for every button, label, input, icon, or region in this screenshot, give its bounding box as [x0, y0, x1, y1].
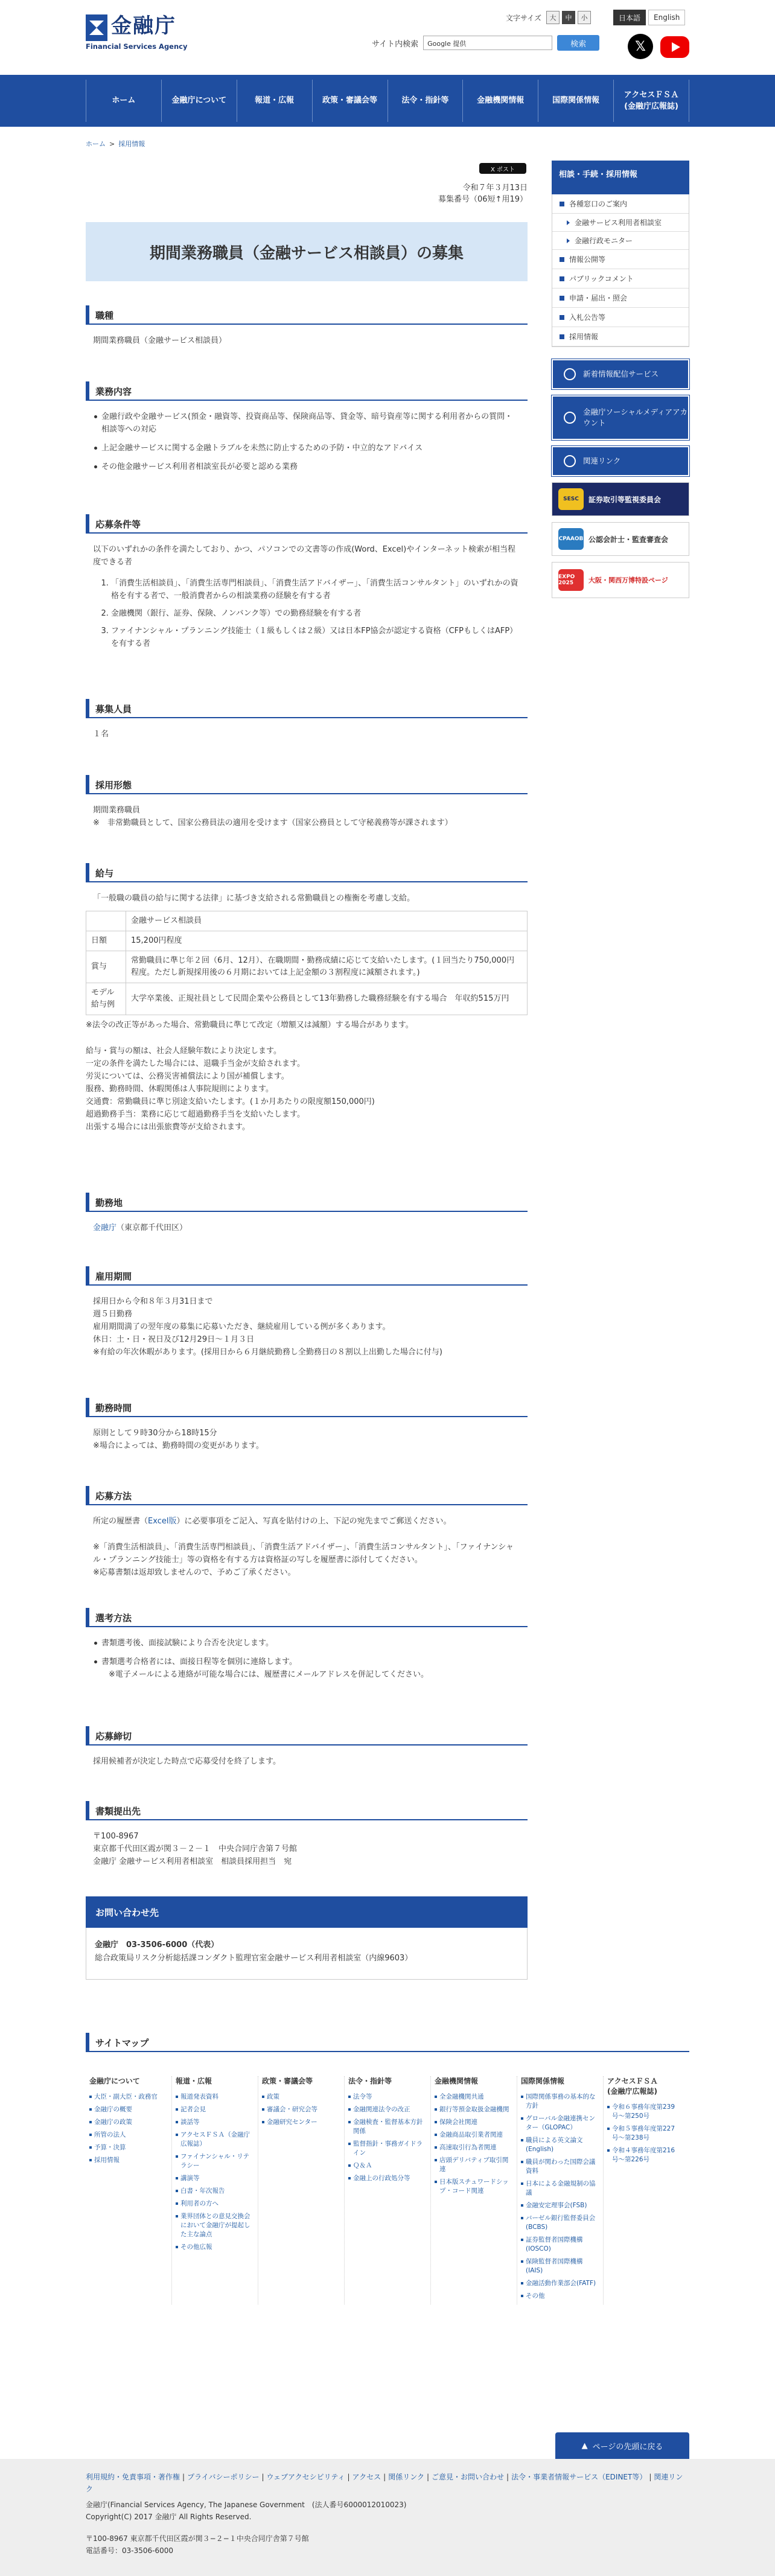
sitemap-column: [345, 2076, 431, 2304]
sitemap-link[interactable]: 業界団体との意見交換会において金融庁が提起した主な論点: [176, 2212, 254, 2239]
global-nav: [0, 75, 775, 127]
table-row: [86, 931, 528, 951]
contact-phone: 金融庁 03-3506-6000（代表）: [95, 1940, 219, 1950]
sitemap-link[interactable]: 所管の法人: [89, 2131, 168, 2140]
expo-label: 大阪・関西万博特設ページ: [588, 576, 668, 584]
section-hoho: [86, 1486, 528, 1579]
related-links-label: 関連リンク: [583, 456, 621, 465]
font-size-medium-button[interactable]: 中: [562, 11, 575, 24]
sitemap-link[interactable]: 令和４事務年度第216号〜第226号: [607, 2146, 686, 2164]
publish-date: [438, 182, 528, 205]
expo-banner[interactable]: [552, 562, 689, 598]
footer-links: [86, 2471, 689, 2495]
list-item: 書類選考後、面接試験により合否を決定します。: [93, 1637, 520, 1650]
salary-note: ※法令の改正等があった場合、常勤職員に準じて改定（増額又は減額）する場合があります。: [86, 1021, 413, 1030]
section-text: 休日：土・日・祝日及び12月29日〜１月３日: [93, 1335, 255, 1344]
footer-separator: |: [426, 2473, 430, 2481]
list-item: その他金融サービス利用者相談室長が必要と認める業務: [93, 461, 520, 473]
sitemap-link[interactable]: 令和６事務年度第239号〜第250号: [607, 2103, 686, 2121]
salary-table: [86, 911, 528, 1015]
section-note: ※「消費生活相談員」、「消費生活専門相談員」、「消費生活アドバイザー」、「消費生活コンサルタント」、「ファイナンシャル・プランニング技能士」等の資格を有する方は資格証の写しを履歴書に添付してください。: [93, 1543, 514, 1564]
section-kikan: [86, 1266, 528, 1359]
sidebar-item-nyusatsu[interactable]: 入札公告等: [552, 308, 689, 327]
sidebar-item-madoguchi[interactable]: 各種窓口のご案内: [552, 194, 689, 214]
salary-extra: 一定の条件を満たした場合には、退職手当金が支給されます。: [86, 1059, 305, 1068]
sitemap-link[interactable]: 金融庁の政策: [89, 2118, 168, 2127]
sitemap-link[interactable]: 全金融機関共通: [435, 2093, 513, 2102]
sitemap-column-title[interactable]: 政策・審議会等: [262, 2077, 313, 2085]
font-size-large-button[interactable]: 大: [546, 11, 560, 24]
table-cell: 大学卒業後、正規社員として民間企業や公務員として13年勤務した職務経験を有する場合 年収約515万円: [126, 983, 528, 1015]
fsa-link[interactable]: 金融庁: [93, 1223, 117, 1232]
x-post-button[interactable]: X ポスト: [479, 163, 526, 174]
sitemap: [86, 2033, 689, 2304]
section-text: 東京都千代田区霞が関３－２－１ 中央合同庁舎第７号館: [93, 1844, 298, 1854]
section-text: 原則として９時30分から18時15分: [93, 1429, 217, 1438]
section-text: ※場合によっては、勤務時間の変更があります。: [93, 1441, 264, 1450]
section-text: １名: [93, 730, 109, 739]
sesc-banner[interactable]: [552, 482, 689, 516]
section-text: 以下のいずれかの条件を満たしており、かつ、パソコンでの文書等の作成(Word、Excel)やインターネット検索が相当程度できる者: [93, 545, 516, 567]
back-to-top-button[interactable]: [555, 2432, 689, 2459]
nav-about[interactable]: 金融庁について: [162, 80, 237, 122]
search-button[interactable]: 検索: [557, 35, 599, 51]
table-row: [86, 951, 528, 983]
section-text: 期間業務職員: [93, 806, 141, 815]
link-icon: [564, 455, 576, 467]
font-size-switcher: [506, 10, 591, 25]
social-media-button[interactable]: [552, 395, 689, 440]
contact-box: [86, 1896, 528, 1980]
date-text: 令和７年３月13日: [462, 183, 528, 193]
section-joken: [86, 514, 528, 655]
sitemap-link[interactable]: 職員が関わった国際会議資料: [521, 2158, 599, 2176]
sitemap-column: [172, 2076, 258, 2304]
sidebar-item-soudanshitsu[interactable]: 金融サービス利用者相談室: [552, 214, 689, 232]
search-label: サイト内検索: [372, 39, 419, 49]
list-item-note: ※電子メールによる連絡が可能な場合には、履歴書にメールアドレスを併記してください。: [109, 1670, 429, 1679]
speech-bubble-icon: [564, 412, 576, 424]
section-heading: 勤務地: [86, 1193, 528, 1212]
table-row: [86, 911, 528, 931]
section-keitai: [86, 775, 528, 829]
sitemap-column: [86, 2076, 172, 2304]
search-input[interactable]: Google 提供: [423, 36, 552, 50]
nav-policy[interactable]: 政策・審議会等: [313, 80, 388, 122]
sitemap-column-title[interactable]: 国際関係情報: [521, 2077, 565, 2085]
up-arrow-icon: ▲: [581, 2441, 588, 2450]
sidebar-item-monitor[interactable]: 金融行政モニター: [552, 232, 689, 250]
wifi-icon: [564, 368, 576, 380]
sitemap-link[interactable]: 店頭デリバティブ取引関連: [435, 2156, 513, 2174]
sitemap-link[interactable]: ファイナンシャル・リテラシー: [176, 2152, 254, 2170]
section-heading: 書類提出先: [86, 1801, 528, 1820]
list-item: 金融行政や金融サービス(預金・融資等、投資商品等、保険商品等、貸金等、暗号資産等に関する利用者からの質問・相談等への対応: [93, 410, 520, 436]
section-gyomu: [86, 381, 528, 479]
footer-address: 〒100-8967 東京都千代田区霞が関３−２−１中央合同庁舎第７号館: [86, 2534, 309, 2543]
sitemap-column: [604, 2076, 689, 2304]
footer-separator: |: [182, 2473, 185, 2481]
section-text: 〒100-8967: [93, 1832, 139, 1841]
sitemap-link[interactable]: 令和５事務年度第227号〜第238号: [607, 2125, 686, 2143]
sitemap-link[interactable]: 談話等: [176, 2118, 254, 2127]
sitemap-link[interactable]: 金融検査・監督基本方針関係: [348, 2118, 427, 2136]
sitemap-link[interactable]: 記者会見: [176, 2105, 254, 2114]
table-header: 金融サービス相談員: [126, 911, 528, 931]
breadcrumb-home-link[interactable]: ホーム: [86, 140, 106, 148]
footer-separator: |: [506, 2473, 509, 2481]
salary-extra: 服務、勤務時間、休暇関係は人事院規則によります。: [86, 1085, 273, 1094]
sitemap-link[interactable]: その他: [521, 2292, 599, 2301]
site-header: [0, 0, 775, 75]
sitemap-heading: サイトマップ: [86, 2033, 689, 2052]
table-cell: 日額: [86, 931, 126, 951]
list-item-text: 書類選考合格者には、面接日程等を個別に連絡します。: [101, 1657, 297, 1666]
back-to-top-label: ページの先頭に戻る: [592, 2442, 663, 2452]
sesc-logo: SESC: [558, 488, 584, 510]
sitemap-link[interactable]: 銀行等預金取扱金融機関: [435, 2105, 513, 2114]
page-title: 期間業務職員（金融サービス相談員）の募集: [86, 222, 528, 281]
list-item: [93, 1656, 520, 1681]
salary-extra: 労災については、公務災害補償法により国が補償します。: [86, 1072, 289, 1081]
sesc-label: 証券取引等監視委員会: [588, 495, 662, 504]
sidebar-item-shinsei[interactable]: 申請・届出・照会: [552, 289, 689, 308]
sitemap-column-title[interactable]: 法令・指針等: [348, 2077, 392, 2085]
sitemap-link[interactable]: 保険会社関連: [435, 2118, 513, 2127]
sitemap-link[interactable]: 監督指針・事務ガイドライン: [348, 2140, 427, 2158]
section-heading: 給与: [86, 863, 528, 882]
nav-access-fsa[interactable]: アクセスＦＳＡ (金融庁広報誌): [614, 80, 689, 122]
salary-extra: 超過勤務手当：業務に応じて超過勤務手当を支給いたします。: [86, 1110, 305, 1119]
sitemap-column-title[interactable]: 金融機関情報: [435, 2077, 479, 2085]
section-text: 採用候補者が決定した時点で応募受付を終了します。: [93, 1757, 281, 1766]
sitemap-link[interactable]: 職員による英文論文(English): [521, 2136, 599, 2154]
sitemap-link[interactable]: その他広報: [176, 2243, 254, 2252]
table-row: [86, 983, 528, 1015]
footer-link[interactable]: 利用規約・免責事項・著作権: [86, 2473, 180, 2481]
sitemap-link[interactable]: グローバル金融連携センター（GLOPAC）: [521, 2114, 599, 2132]
sidebar-item-johokokai[interactable]: 情報公開等: [552, 250, 689, 269]
table-cell: 15,200円程度: [126, 931, 528, 951]
sidebar-heading: 相談・手続・採用情報: [552, 161, 689, 194]
sitemap-link[interactable]: 金融研究センター: [262, 2118, 340, 2127]
font-size-small-button[interactable]: 小: [578, 11, 591, 24]
sitemap-link[interactable]: 金融庁の概要: [89, 2105, 168, 2114]
section-text: ）に必要事項をご記入、写真を貼付けの上、下記の宛先までご郵送ください。: [176, 1517, 451, 1526]
language-switcher: [613, 10, 685, 25]
section-jikan: [86, 1398, 528, 1452]
section-heading: 応募条件等: [86, 514, 528, 534]
section-text: 金融庁 金融サービス利用者相談室 相談員採用担当 宛: [93, 1857, 292, 1866]
font-size-label: 文字サイズ: [506, 13, 542, 22]
section-heading: 採用形態: [86, 775, 528, 794]
sitemap-link[interactable]: 金融活動作業部会(FATF): [521, 2279, 599, 2288]
breadcrumb: ホーム > 採用情報: [86, 140, 145, 148]
sitemap-link[interactable]: 利用者の方へ: [176, 2199, 254, 2208]
footer-link[interactable]: 関係リンク: [388, 2473, 424, 2481]
sidebar-item-pubcom[interactable]: パブリックコメント: [552, 269, 689, 289]
sitemap-link[interactable]: 金融商品取引業者関連: [435, 2131, 513, 2140]
section-text: 採用日から令和８年３月31日まで: [93, 1297, 213, 1306]
sitemap-link[interactable]: 保険監督者国際機構(IAIS): [521, 2257, 599, 2275]
salary-extra: 給与・賞与の額は、社会人経験年数により決定します。: [86, 1047, 281, 1056]
sitemap-column-title[interactable]: アクセスＦＳＡ (金融庁広報誌): [607, 2077, 658, 2096]
footer-agency: 金融庁(Financial Services Agency, The Japanese Government (法人番号6000012010023): [86, 2501, 407, 2509]
footer-link[interactable]: ご意見・お問い合わせ: [432, 2473, 505, 2481]
fsa-logo-mark-icon: [86, 14, 107, 41]
sitemap-link[interactable]: 日本による金融規制の協議: [521, 2179, 599, 2198]
footer-separator: |: [383, 2473, 386, 2481]
section-text: 期間業務職員（金融サービス相談員）: [93, 336, 227, 345]
section-text: （東京都千代田区）: [116, 1223, 188, 1232]
list-item: 上記金融サービスに関する金融トラブルを未然に防止するための予防・中立的なアドバイス: [93, 442, 520, 454]
nav-institutions[interactable]: 金融機関情報: [463, 80, 538, 122]
social-media-label: 金融庁ソーシャルメディアアカウント: [583, 407, 688, 427]
lang-en-button[interactable]: English: [648, 10, 685, 25]
sitemap-link[interactable]: 採用情報: [89, 2156, 168, 2165]
site-footer: [0, 2459, 775, 2576]
breadcrumb-recruit-link[interactable]: 採用情報: [118, 140, 145, 148]
section-note: ※応募書類は返却致しませんので、予めご了承ください。: [93, 1568, 296, 1577]
section-heading: 業務内容: [86, 381, 528, 401]
x-icon[interactable]: 𝕏: [628, 34, 653, 59]
section-text: 週５日勤務: [93, 1310, 133, 1319]
footer-separator: |: [261, 2473, 264, 2481]
sidebar-item-saiyo[interactable]: 採用情報: [552, 327, 689, 346]
salary-extra: 出張する場合には出張旅費等が支給されます。: [86, 1123, 250, 1132]
sitemap-column-title[interactable]: 報道・広報: [176, 2077, 212, 2085]
resume-excel-link[interactable]: Excel版: [148, 1517, 177, 1526]
recruit-number: 募集番号（06短↑用19）: [438, 195, 528, 204]
section-ninzu: [86, 699, 528, 741]
section-kinmuchi: [86, 1193, 528, 1234]
list-item: 3. ファイナンシャル・プランニング技能士（１級もしくは２級）又は日本FP協会が認定する資格（CFPもしくはAFP）を有する者: [111, 625, 520, 650]
footer-phone: 電話番号：03-3506-6000: [86, 2546, 174, 2555]
section-shimekiri: [86, 1726, 528, 1768]
sitemap-column: [517, 2076, 604, 2304]
nav-home[interactable]: ホーム: [86, 80, 162, 122]
section-text: 雇用期間満了の翌年度の募集に応募いただき、継続雇用している例が多くあります。: [93, 1322, 391, 1331]
section-heading: 職種: [86, 305, 528, 325]
footer-link[interactable]: ウェブアクセシビリティ: [266, 2473, 345, 2481]
footer-link[interactable]: 関連リンク: [86, 2473, 683, 2493]
sitemap-link[interactable]: 証券監督者国際機構(IOSCO): [521, 2236, 599, 2254]
sitemap-link[interactable]: 講演等: [176, 2174, 254, 2183]
table-cell: 賞与: [86, 951, 126, 983]
expo-logo: EXPO 2025: [558, 569, 584, 591]
sitemap-columns: [86, 2076, 689, 2304]
section-teishutsu: [86, 1801, 528, 1868]
contact-dept: 総合政策局リスク分析総括課コンダクト監理官室金融サービス利用者相談室（内線9603）: [95, 1954, 413, 1963]
sitemap-link[interactable]: 予算・決算: [89, 2143, 168, 2152]
list-item: 2. 金融機関（銀行、証券、保険、ノンバンク等）での勤務経験を有する者: [111, 607, 520, 620]
section-senko: [86, 1608, 528, 1687]
section-text: 「一般職の職員の給与に関する法律」に基づき支給される常勤職員との権衡を考慮し支給。: [93, 894, 415, 903]
section-heading: 勤務時間: [86, 1398, 528, 1417]
site-search: [372, 35, 599, 51]
sitemap-column: [258, 2076, 345, 2304]
sitemap-link[interactable]: 白書・年次報告: [176, 2187, 254, 2196]
sitemap-column-title[interactable]: 金融庁について: [89, 2077, 140, 2085]
sitemap-link[interactable]: 大臣・副大臣・政務官: [89, 2093, 168, 2102]
section-text: ※有給の年次休暇があります。(採用日から６月継続勤務し全勤務日の８割以上出勤した場合に付与): [93, 1348, 442, 1357]
footer-separator: |: [649, 2473, 652, 2481]
sitemap-link[interactable]: 高速取引行為者関連: [435, 2143, 513, 2152]
sitemap-link[interactable]: Ｑ＆Ａ: [348, 2161, 427, 2170]
sitemap-link[interactable]: 政策: [262, 2093, 340, 2102]
section-kyuyo: [86, 863, 528, 1133]
table-cell: 常勤職員に準じ年２回（6月、12月）、在職期間・勤務成績に応じて支給いたします。(１回当たり750,000円程度。ただし新規採用後の６月期においては上記金額の３割程度に減額されます。): [126, 951, 528, 983]
youtube-icon[interactable]: [660, 36, 689, 58]
related-links-button[interactable]: [552, 446, 689, 476]
sitemap-link[interactable]: 金融関連法令の改正: [348, 2105, 427, 2114]
cpaaob-label: 公認会計士・監査審査会: [588, 535, 669, 544]
nav-international[interactable]: 国際関係情報: [538, 80, 614, 122]
salary-extra: 交通費：常勤職員に準じ別途支給いたします。(１か月あたりの限度額150,000円): [86, 1097, 375, 1106]
logo-jp-text: 金融庁: [111, 14, 176, 38]
section-note: ※ 非常勤職員として、国家公務員法の適用を受けます（国家公務員として守秘義務等が課されます）: [93, 818, 453, 827]
fsa-logo[interactable]: [86, 13, 188, 49]
sitemap-link[interactable]: 審議会・研究会等: [262, 2105, 340, 2114]
section-heading: 選考方法: [86, 1608, 528, 1627]
contact-heading: お問い合わせ先: [86, 1896, 528, 1928]
sidebar-menu: [552, 194, 689, 347]
section-heading: 募集人員: [86, 699, 528, 718]
cpaaob-logo: CPAAOB: [558, 528, 584, 550]
sitemap-link[interactable]: 法令等: [348, 2093, 427, 2102]
table-cell: モデル給与例: [86, 983, 126, 1015]
footer-copyright: Copyright(C) 2017 金融庁 All Rights Reserved.: [86, 2513, 252, 2521]
footer-link[interactable]: 法令・事業者情報サービス（EDINET等）: [511, 2473, 647, 2481]
sitemap-link[interactable]: バーゼル銀行監督委員会(BCBS): [521, 2214, 599, 2232]
footer-link[interactable]: アクセス: [352, 2473, 381, 2481]
sitemap-column: [431, 2076, 517, 2304]
list-item: 1. 「消費生活相談員」、「消費生活専門相談員」、「消費生活アドバイザー」、「消費生活コンサルタント」のいずれかの資格を有する者で、一般消費者からの相談業務の経験を有する者: [111, 577, 520, 602]
sitemap-link[interactable]: 金融上の行政処分等: [348, 2174, 427, 2183]
sitemap-link[interactable]: 日本版スチュワードシップ・コード関連: [435, 2178, 513, 2196]
sidebar: [552, 161, 689, 598]
section-text: 所定の履歴書（: [93, 1517, 148, 1526]
sitemap-link[interactable]: アクセスＦＳＡ（金融庁広報誌）: [176, 2131, 254, 2149]
footer-separator: |: [347, 2473, 350, 2481]
sitemap-link[interactable]: 国際関係事務の基本的な方針: [521, 2093, 599, 2111]
sitemap-link[interactable]: 金融安定理事会(FSB): [521, 2201, 599, 2210]
section-heading: 雇用期間: [86, 1266, 528, 1286]
logo-en-text: Financial Services Agency: [86, 42, 188, 51]
section-shokushu: [86, 305, 528, 347]
lang-ja-button[interactable]: 日本語: [613, 10, 646, 25]
footer-link[interactable]: プライバシーポリシー: [187, 2473, 260, 2481]
section-heading: 応募方法: [86, 1486, 528, 1505]
news-delivery-label: 新着情報配信サービス: [583, 369, 659, 378]
sitemap-link[interactable]: 報道発表資料: [176, 2093, 254, 2102]
nav-press[interactable]: 報道・広報: [237, 80, 313, 122]
cpaaob-banner[interactable]: [552, 522, 689, 556]
section-heading: 応募締切: [86, 1726, 528, 1745]
news-delivery-button[interactable]: [552, 359, 689, 389]
nav-law[interactable]: 法令・指針等: [388, 80, 464, 122]
